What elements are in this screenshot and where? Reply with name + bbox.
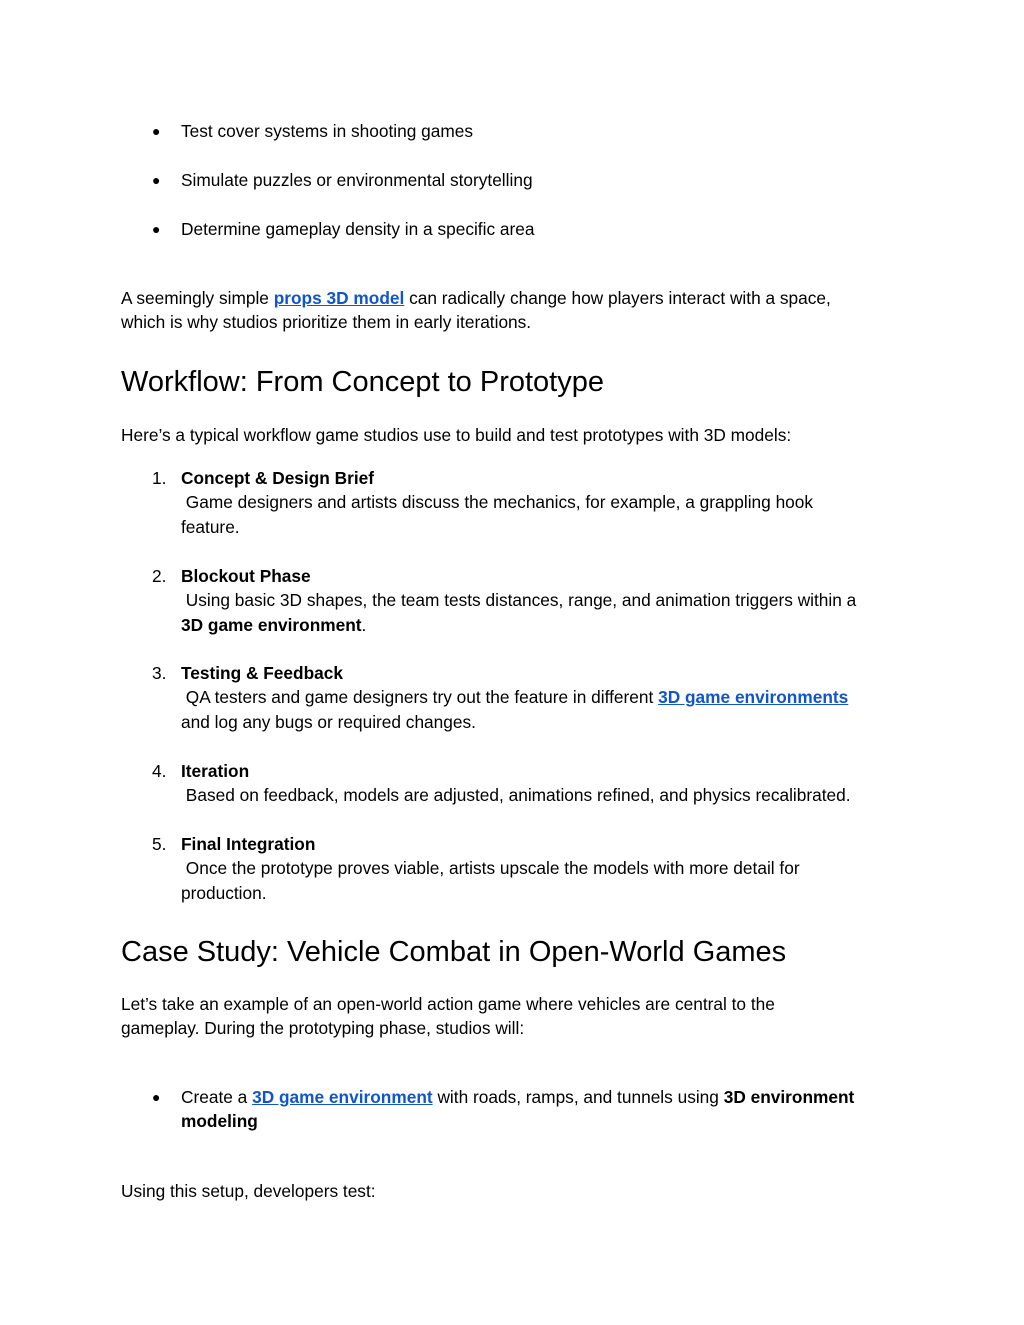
step-description-line-1: Using basic 3D shapes, the team tests distances, range, and animation triggers within a	[181, 590, 857, 611]
props-text-after: can radically change how players interact with a space,	[404, 288, 831, 308]
step-title: Blockout Phase	[181, 566, 311, 586]
props-3d-model-link[interactable]: props 3D model	[273, 288, 405, 308]
case-study-intro	[121, 992, 911, 1041]
step-description-line-1: Once the prototype proves viable, artists upscale the models with more detail for	[181, 858, 800, 879]
case-study-intro-line-1: Let’s take an example of an open-world action game where vehicles are central to the	[121, 994, 775, 1014]
3d-game-environments-link[interactable]: 3D game environments	[658, 687, 849, 708]
step-title: Concept & Design Brief	[181, 468, 374, 488]
bullet-text: Simulate puzzles or environmental storytelling	[181, 170, 533, 190]
step-text-before-link: QA testers and game designers try out the feature in different	[181, 687, 659, 708]
step-description-line-1: Based on feedback, models are adjusted, animations refined, and physics recalibrated.	[181, 785, 851, 806]
props-paragraph	[121, 286, 911, 335]
bullet-text: Test cover systems in shooting games	[181, 121, 473, 141]
bullet-text-before-link: Create a	[181, 1087, 253, 1107]
step-description-line-2: production.	[181, 882, 267, 903]
step-number: 1.	[152, 468, 167, 488]
step-title: Iteration	[181, 761, 250, 781]
step-number: 2.	[152, 566, 167, 586]
bullet-dot-icon: ●	[152, 1089, 161, 1105]
bullet-dot-icon: ●	[152, 172, 161, 188]
step-number: 3.	[152, 663, 167, 683]
step-description-line-1	[181, 685, 911, 709]
workflow-intro: Here’s a typical workflow game studios use to build and test prototypes with 3D models:	[121, 425, 792, 445]
step-punctuation: .	[361, 614, 367, 635]
step-number: 4.	[152, 761, 167, 781]
props-text-before: A seemingly simple	[121, 288, 274, 308]
case-study-intro-line-2: gameplay. During the prototyping phase, studios will:	[121, 1018, 525, 1039]
props-paragraph-line-1	[121, 286, 911, 310]
step-title: Final Integration	[181, 834, 316, 854]
workflow-heading: Workflow: From Concept to Prototype	[121, 366, 604, 398]
case-study-bullet-line-1	[181, 1085, 911, 1109]
case-study-outro: Using this setup, developers test:	[121, 1181, 376, 1201]
case-study-heading: Case Study: Vehicle Combat in Open-World Games	[121, 936, 787, 968]
step-description-line-2: and log any bugs or required changes.	[181, 711, 476, 732]
step-description-line-2	[181, 613, 911, 637]
bullet-dot-icon: ●	[152, 221, 161, 237]
step-title: Testing & Feedback	[181, 663, 343, 683]
step-description-line-1: Game designers and artists discuss the mechanics, for example, a grappling hook	[181, 492, 814, 513]
step-description-line-2: feature.	[181, 516, 240, 537]
case-study-bullet-line-2: modeling	[181, 1111, 258, 1132]
step-bold-term: 3D game environment	[181, 614, 362, 635]
step-number: 5.	[152, 834, 167, 854]
bullet-text: Determine gameplay density in a specific area	[181, 219, 535, 239]
3d-game-environment-link[interactable]: 3D game environment	[252, 1087, 433, 1107]
props-paragraph-line-2: which is why studios prioritize them in early iterations.	[121, 312, 532, 333]
case-study-bullet-text	[181, 1085, 911, 1134]
bullet-dot-icon: ●	[152, 123, 161, 139]
bullet-bold-term: 3D environment	[723, 1087, 855, 1107]
bullet-text-middle: with roads, ramps, and tunnels using	[432, 1087, 724, 1107]
